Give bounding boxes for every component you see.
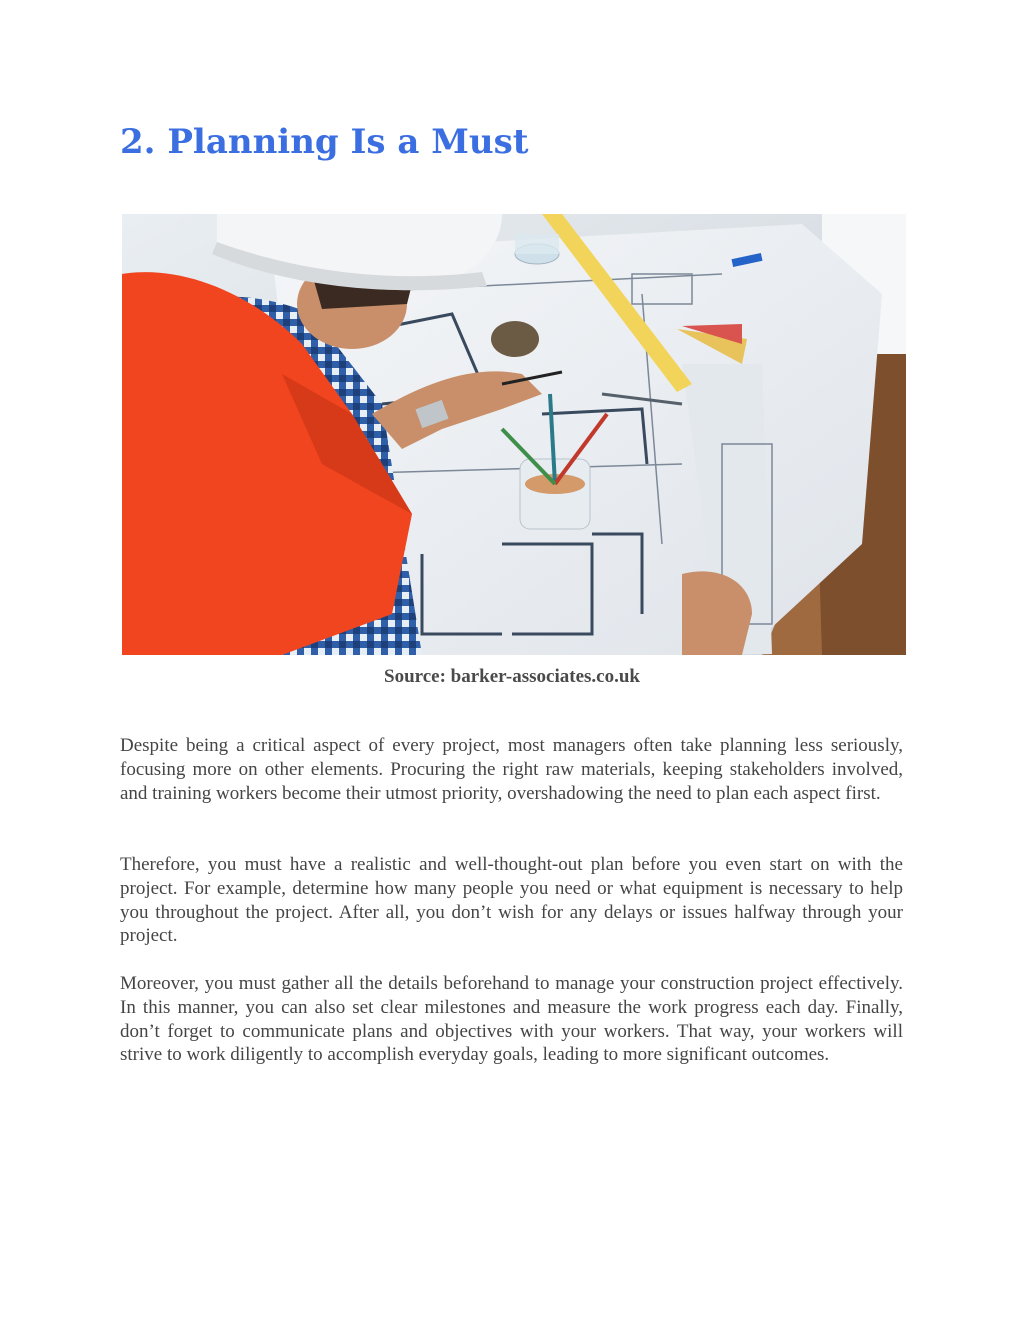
blueprint-photo (122, 214, 906, 655)
section-heading: 2. Planning Is a Must (120, 122, 529, 162)
body-paragraph: Despite being a critical aspect of every project, most managers often take planning less seriously, focusing more on other elements. Procuring the right raw materials, keeping stakeholders involved, and training workers become their utmost priority, overshadowing the need to plan each aspect first. (120, 735, 903, 804)
body-paragraph: Therefore, you must have a realistic and well-thought-out plan before you even start on with the project. For example, determine how many people you need or what equipment is necessary to help you throughout the project. After all, you don’t wish for any delays or issues halfway through your project. (120, 854, 903, 947)
body-paragraph: Moreover, you must gather all the details beforehand to manage your construction project effectively. In this manner, you can also set clear milestones and measure the work progress each day. Finally, don’t forget to communicate plans and objectives with your workers. That way, your workers will strive to work diligently to accomplish everyday goals, leading to more significant outcomes. (120, 973, 903, 1066)
image-source-caption: Source: barker-associates.co.uk (384, 666, 640, 687)
